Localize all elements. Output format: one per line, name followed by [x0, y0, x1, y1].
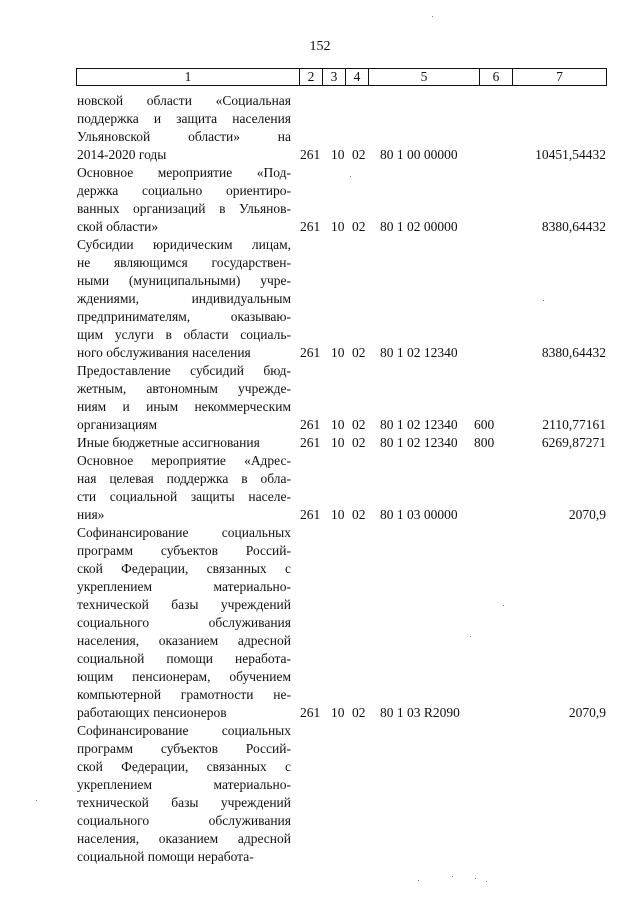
- scan-speck: [418, 880, 419, 881]
- row-name: [77, 362, 291, 434]
- cell-c3: 10: [331, 705, 345, 720]
- row-name-line: организациям: [77, 417, 158, 432]
- cell-c4: 02: [352, 147, 366, 162]
- scan-speck: [486, 881, 487, 882]
- row-name-line: социальной помощи неработа-: [77, 849, 254, 864]
- cell-c2: 261: [300, 219, 321, 234]
- cell-c5: 80 1 02 12340: [380, 345, 458, 360]
- cell-c5: 80 1 02 00000: [380, 219, 458, 234]
- cell-c3: 10: [331, 219, 345, 234]
- cell-c3: 10: [331, 147, 345, 162]
- cell-c4: 02: [352, 435, 366, 450]
- cell-c5: 80 1 02 12340: [380, 417, 458, 432]
- cell-c5: 80 1 02 12340: [380, 435, 458, 450]
- row-name-line: жетным, автономным учрежде-: [77, 381, 291, 396]
- row-name-line: населения, оказанием адресной: [77, 831, 291, 846]
- cell-c5: 80 1 03 00000: [380, 507, 458, 522]
- header-col-5: 5: [420, 69, 428, 84]
- row-name-line: ниям и иным некоммерческим: [77, 399, 291, 414]
- header-col-7: 7: [556, 69, 563, 84]
- header-col-6: 6: [492, 69, 500, 84]
- header-col-2: 2: [307, 69, 315, 84]
- cell-c4: 02: [352, 345, 366, 360]
- row-name-line: Основное мероприятие «Адрес-: [77, 453, 291, 468]
- cell-c2: 261: [300, 507, 321, 522]
- row-name-line: программ субъектов Россий-: [77, 741, 291, 756]
- header-col-1: 1: [184, 69, 192, 84]
- cell-c7: 8380,64432: [541, 345, 606, 360]
- row-name: [77, 92, 291, 164]
- row-name-line: поддержка и защита населения: [77, 111, 291, 126]
- row-name-line: не являющимся государствен-: [77, 255, 291, 270]
- row-name: [77, 434, 291, 452]
- row-name-line: Основное мероприятие «Под-: [77, 165, 291, 180]
- row-name-line: щим услуги в области социаль-: [77, 327, 291, 342]
- row-name-line: ванных организаций в Ульянов-: [77, 201, 291, 216]
- row-name-line: укреплением материально-: [77, 579, 291, 594]
- cell-c2: 261: [300, 417, 321, 432]
- row-name-line: ской Федерации, связанных с: [77, 561, 291, 576]
- row-name-line: технической базы учреждений: [77, 795, 291, 810]
- header-col-3: 3: [330, 69, 338, 84]
- row-name: [77, 164, 291, 236]
- row-name-line: предпринимателям, оказываю-: [77, 309, 291, 324]
- cell-c3: 10: [331, 507, 345, 522]
- cell-c4: 02: [352, 219, 366, 234]
- row-name-line: ными (муниципальными) учре-: [77, 273, 291, 288]
- row-name: [77, 452, 291, 524]
- row-name-line: ющим пенсионерам, обучением: [77, 669, 291, 684]
- cell-c4: 02: [352, 705, 366, 720]
- cell-c7: 8380,64432: [541, 219, 606, 234]
- row-name-line: ного обслуживания населения: [77, 345, 251, 360]
- cell-c2: 261: [300, 147, 321, 162]
- row-name-line: программ субъектов Россий-: [77, 543, 291, 558]
- row-name-line: Софинансирование социальных: [77, 525, 291, 540]
- scan-speck: [432, 16, 433, 17]
- cell-c4: 02: [352, 507, 366, 522]
- row-name-line: Софинансирование социальных: [77, 723, 291, 738]
- row-name: [77, 524, 291, 722]
- scan-speck: [503, 605, 504, 606]
- row-name-line: технической базы учреждений: [77, 597, 291, 612]
- cell-c3: 10: [331, 417, 345, 432]
- row-name-line: Субсидии юридическим лицам,: [77, 237, 291, 252]
- row-name-line: новской области «Социальная: [77, 93, 291, 108]
- row-name-line: работающих пенсионеров: [77, 705, 227, 720]
- page-number: 152: [309, 39, 331, 54]
- row-name-line: ная целевая поддержка в обла-: [77, 471, 291, 486]
- scan-speck: [543, 300, 544, 301]
- row-name-line: держка социально ориентиро-: [77, 183, 291, 198]
- cell-c7: 2070,9: [568, 705, 606, 720]
- cell-c3: 10: [331, 435, 345, 450]
- cell-c2: 261: [300, 705, 321, 720]
- cell-c5: 80 1 00 00000: [380, 147, 458, 162]
- row-name-line: населения, оказанием адресной: [77, 633, 291, 648]
- row-name-line: социальной помощи неработа-: [77, 651, 291, 666]
- row-name-line: 2014-2020 годы: [77, 147, 167, 162]
- scan-speck: [350, 176, 351, 177]
- cell-c6: 800: [474, 435, 495, 450]
- scan-speck: [36, 800, 37, 801]
- cell-c5: 80 1 03 R2090: [380, 705, 460, 720]
- row-name-line: социального обслуживания: [77, 813, 291, 828]
- cell-c2: 261: [300, 435, 321, 450]
- row-name-line: Ульяновской области» на: [77, 129, 291, 144]
- scan-speck: [470, 636, 471, 637]
- cell-c7: 2110,77161: [542, 417, 606, 432]
- cell-c4: 02: [352, 417, 366, 432]
- row-name-line: ждениями, индивидуальным: [77, 291, 291, 306]
- header-col-4: 4: [353, 69, 361, 84]
- cell-c6: 600: [474, 417, 495, 432]
- cell-c3: 10: [331, 345, 345, 360]
- row-name: [77, 236, 291, 362]
- row-name-line: Предоставление субсидий бюд-: [77, 363, 291, 378]
- scan-speck: [452, 876, 453, 877]
- table-header: [76, 68, 607, 86]
- row-name-line: ской области»: [77, 219, 159, 234]
- row-name-line: укреплением материально-: [77, 777, 291, 792]
- row-name-line: компьютерной грамотности не-: [77, 687, 291, 702]
- cell-c2: 261: [300, 345, 321, 360]
- cell-c7: 6269,87271: [541, 435, 606, 450]
- cell-c7: 10451,54432: [535, 147, 606, 162]
- cell-c7: 2070,9: [568, 507, 606, 522]
- row-name: [77, 722, 291, 866]
- row-name-line: Иные бюджетные ассигнования: [77, 435, 260, 450]
- row-name-line: ния»: [77, 507, 105, 522]
- scan-speck: [475, 878, 476, 879]
- row-name-line: социального обслуживания: [77, 615, 291, 630]
- row-name-line: ской Федерации, связанных с: [77, 759, 291, 774]
- row-name-line: сти социальной защиты населе-: [77, 489, 291, 504]
